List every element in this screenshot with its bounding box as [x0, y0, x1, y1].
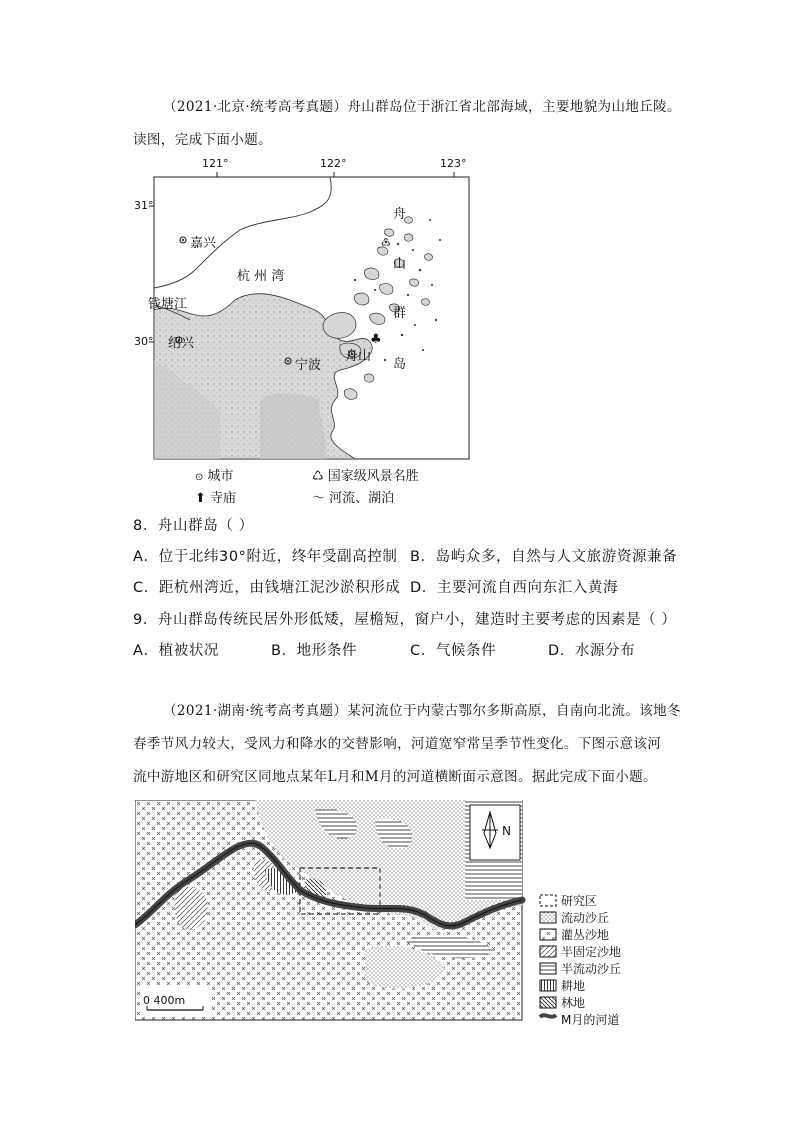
legend-city: ⊙ 城市: [195, 469, 234, 484]
temple-scenic-icon: ♣: [370, 332, 382, 347]
label-shaoxing: 绍兴: [168, 336, 195, 351]
q8-option-d: D．主要河流自西向东汇入黄海: [410, 580, 619, 596]
q2-intro-line3: 流中游地区和研究区同地点某年L月和M月的河道横断面示意图。据此完成下面小题。: [133, 769, 657, 785]
q8-option-b: B．岛屿众多，自然与人文旅游资源兼备: [410, 549, 678, 565]
label-hangzhou-bay: 杭 州 湾: [237, 269, 285, 284]
zhoushan-map: [134, 157, 480, 510]
q2-intro-line2: 春季节风力较大，受风力和降水的交替影响，河道宽窄常呈季节性变化。下图示意该河: [133, 736, 662, 752]
legend-mobile-dune: 流动沙丘: [561, 911, 610, 925]
label-zhou: 舟: [393, 207, 407, 222]
label-ningbo: 宁波: [295, 358, 322, 373]
label-jiaxing: 嘉兴: [190, 236, 217, 251]
legend-scenic: ♺ 国家级风景名胜: [312, 469, 419, 484]
q9-option-a: A．植被状况: [133, 643, 220, 659]
legend-m-channel: M月的河道: [561, 1013, 620, 1027]
label-qiantang-river: 钱塘江: [148, 297, 188, 312]
q9-option-b: B．地形条件: [271, 643, 358, 659]
question-8: 8．舟山群岛（ ）: [133, 518, 254, 534]
question-9: 9．舟山群岛传统民居外形低矮，屋檐短，窗户小，建造时主要考虑的因素是（ ）: [133, 612, 677, 628]
q2-intro-line1: （2021·湖南·统考高考真题）某河流位于内蒙古鄂尔多斯高原，自南向北流。该地冬: [163, 703, 681, 719]
q1-intro-line2: 读图，完成下面小题。: [133, 132, 272, 148]
north-arrow-box: [470, 805, 520, 860]
legend-temple: ⬆ 寺庙: [195, 491, 237, 506]
river-icon: 〜: [312, 491, 326, 506]
q9-option-c: C．气候条件: [410, 643, 497, 659]
legend-farmland: 耕地: [561, 979, 586, 993]
temple-icon: ⬆: [195, 491, 206, 506]
label-dao: 岛: [393, 357, 407, 372]
lon-tick-122: 122°: [320, 157, 347, 170]
label-shan: 山: [393, 257, 407, 272]
legend-semi-fixed: 半固定沙地: [561, 945, 622, 959]
q1-intro-line1: （2021·北京·统考高考真题）舟山群岛位于浙江省北部海域，主要地貌为山地丘陵。: [163, 99, 681, 115]
legend-forest: 林地: [561, 996, 586, 1010]
north-label: N: [502, 824, 511, 838]
river-map: [135, 800, 655, 1025]
label-qun: 群: [393, 306, 407, 321]
scale-label: 0 400m: [143, 994, 186, 1007]
lat-tick-30: 30°: [134, 335, 154, 348]
legend-study-area: 研究区: [561, 894, 598, 908]
label-zhoushan-city: 舟山: [345, 349, 372, 364]
lat-tick-31: 31°: [134, 199, 154, 212]
scenic-icon-putuo: ♺: [381, 236, 391, 249]
legend-semi-mobile: 半流动沙丘: [561, 962, 622, 976]
legend-shrub-sand: 灌丛沙地: [561, 928, 610, 942]
lon-tick-123: 123°: [440, 157, 467, 170]
q9-option-d: D．水源分布: [548, 643, 636, 659]
scenic-icon: ♺: [312, 469, 324, 484]
legend-river: 〜 河流、湖泊: [312, 491, 395, 506]
q8-option-c: C．距杭州湾近，由钱塘江泥沙淤积形成: [133, 580, 401, 596]
q8-option-a: A．位于北纬30°附近，终年受副高控制: [133, 549, 398, 565]
lon-tick-121: 121°: [202, 157, 229, 170]
city-icon: ⊙: [195, 472, 204, 483]
